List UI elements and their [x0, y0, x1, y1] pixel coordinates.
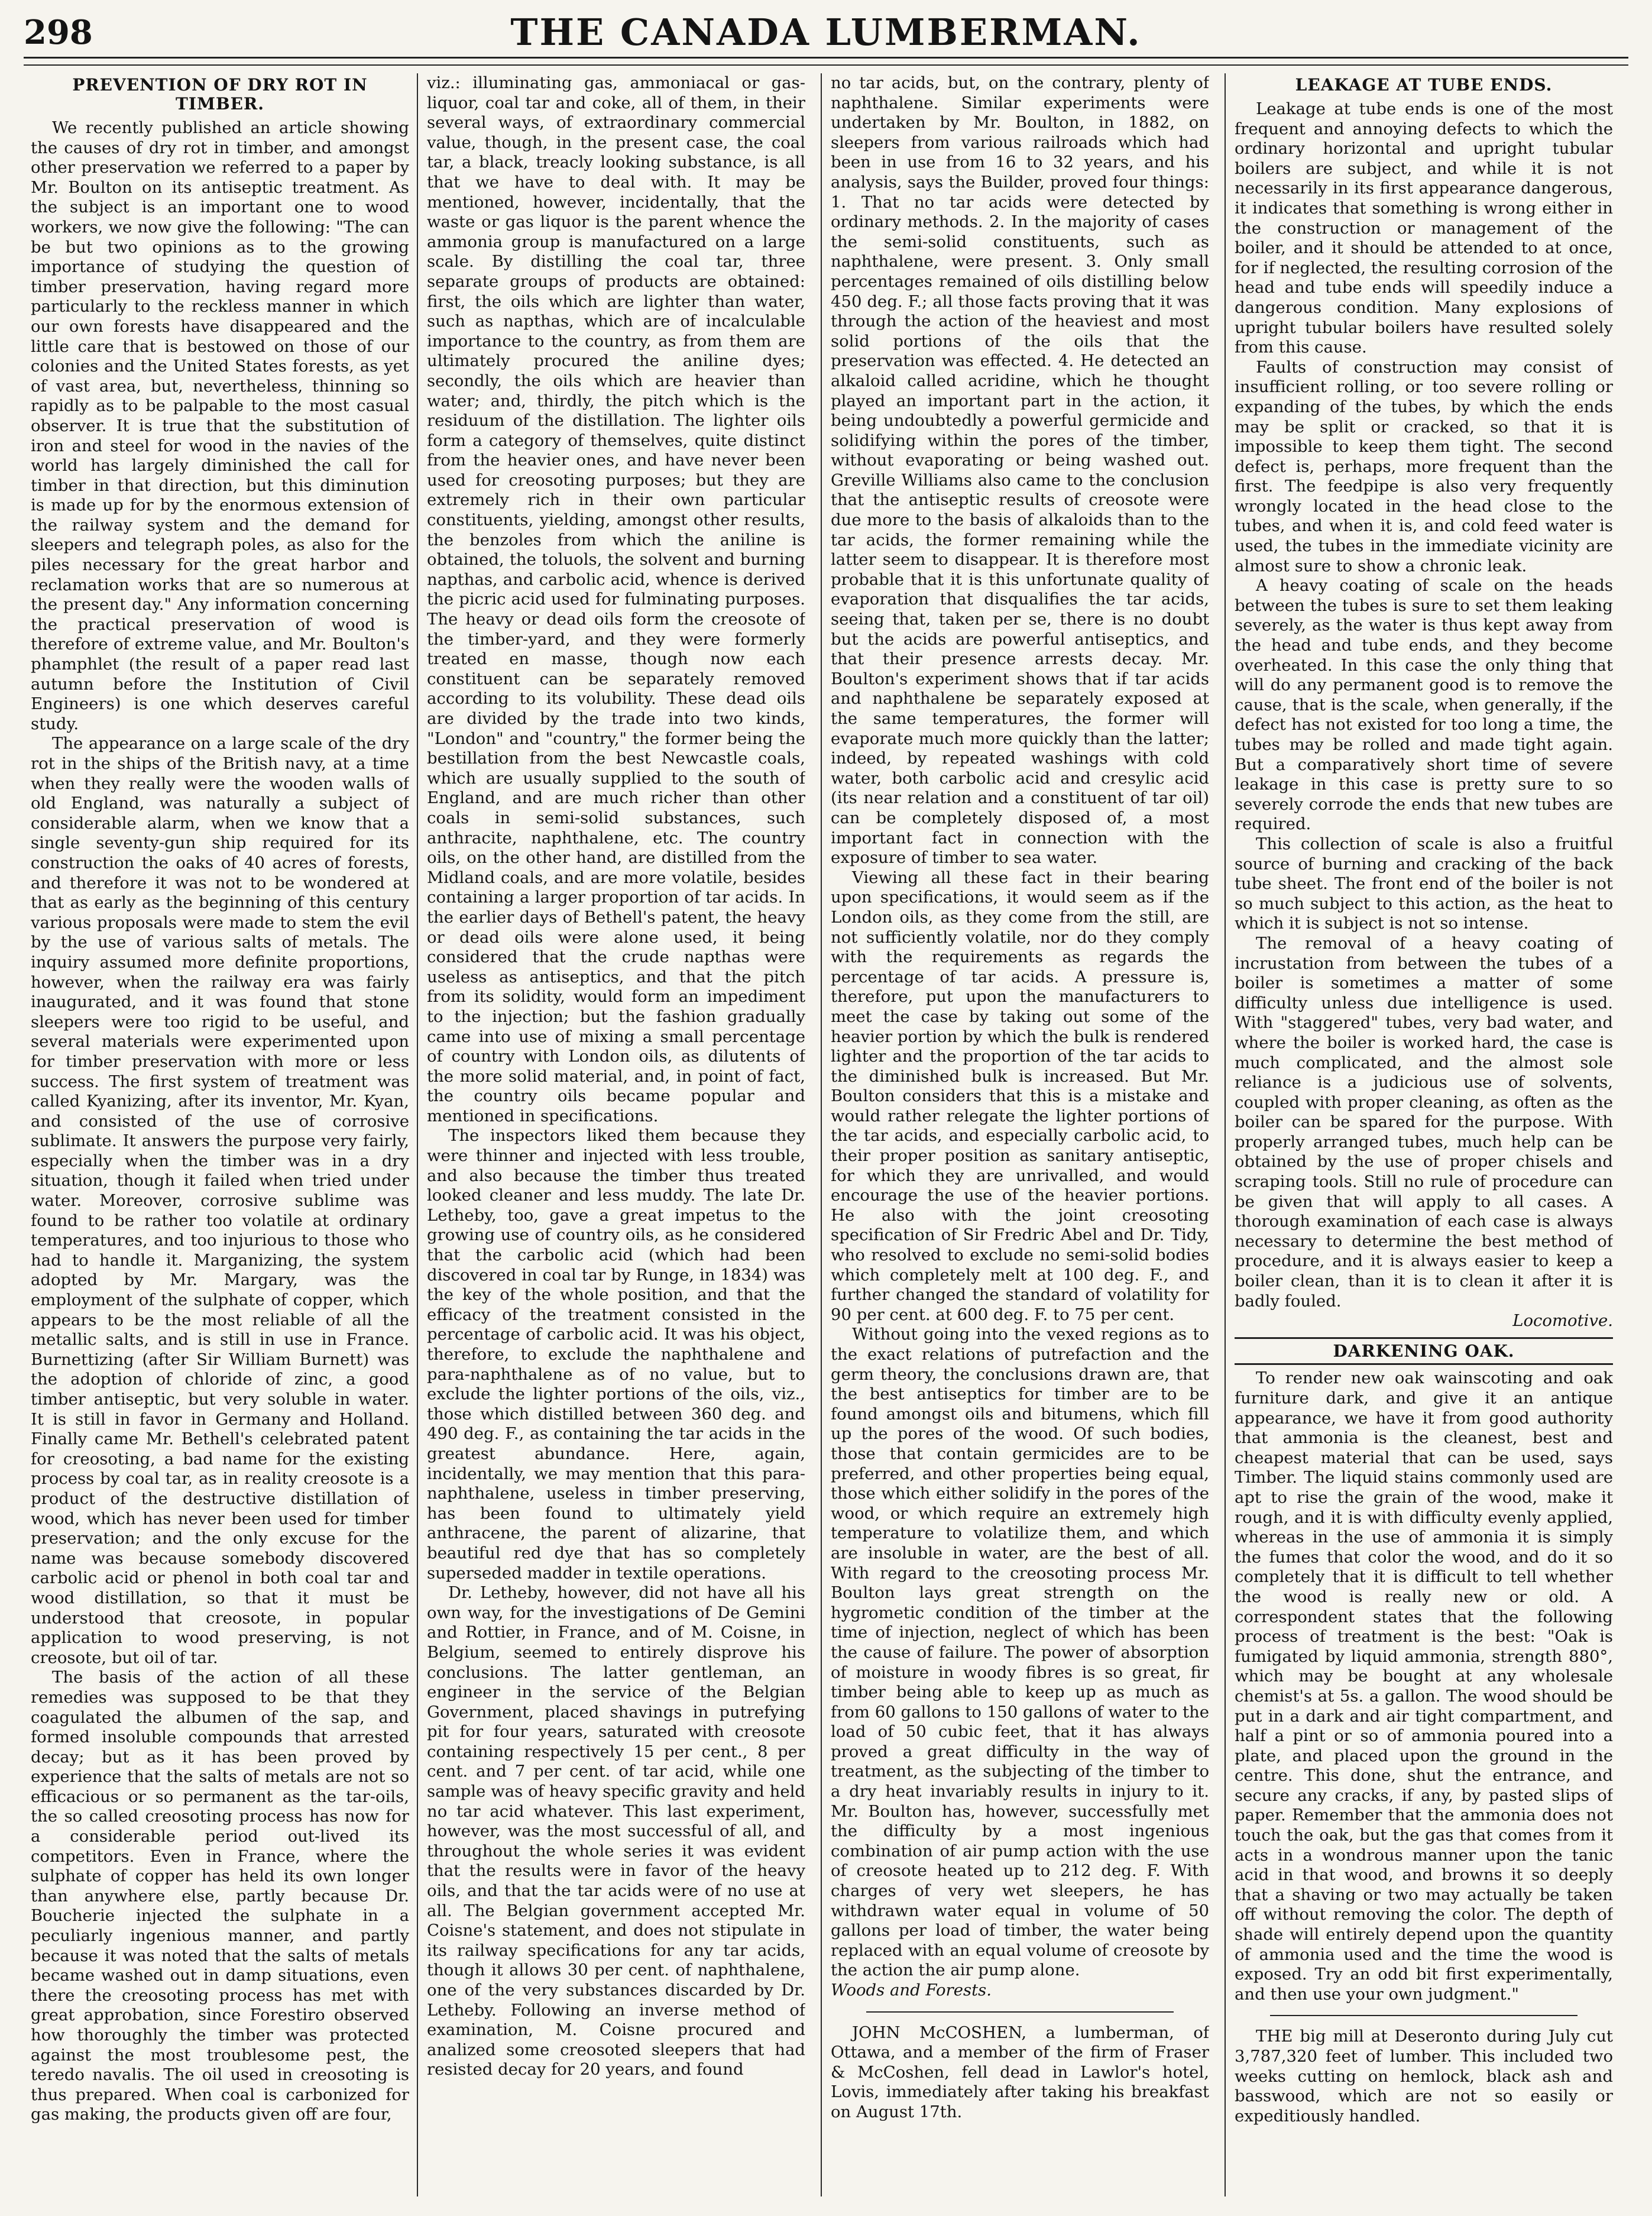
masthead [24, 11, 1628, 52]
page-number: 298 [24, 13, 93, 52]
article-separator [866, 2011, 1174, 2013]
source-credit: Woods and Forests. [831, 1981, 992, 2000]
column-3 [831, 73, 1209, 2196]
article-headline-dry-rot: PREVENTION OF DRY ROT IN TIMBER. [72, 75, 368, 114]
article-paragraph: The basis of the action of all these remedies was supposed to be that they coagulated the albumen of the sap, and formed insoluble compounds that arrested decay; but as it has been proved by experience that the salts of metals are not so efficacious or so permanent as the tar-oils, the so called creosoting process has now for a considerable period out-lived its competitors. Even in France, where the sulphate of copper has held its own longer than anywhere else, partly because Dr. Boucherie injected the sulphate in a peculiarly ingenious manner, and partly because it was noted that the salts of metals became washed out in damp situations, even there the creosoting process has met with great approbation, since Forestiro observed how thoroughly the timber was protected against the most troublesome pest, the teredo navalis. The oil used in creosoting is thus prepared. When coal is carbonized for gas making, the products given off are four, [31, 1668, 409, 2124]
news-item-paragraph: JOHN McCOSHEN, a lumberman, of Ottawa, and a member of the firm of Fraser & McCoshen, fell dead in Lawlor's hotel, Lovis, immediately after taking his breakfast on August 17th. [831, 2023, 1209, 2121]
column-1 [31, 73, 409, 2196]
article-paragraph: The inspectors liked them because they were thinner and injected with less trouble, and also because the timber thus treated looked cleaner and less muddy. The late Dr. Letheby, too, gave a great impetus to the growing use of country oils, as he considered that the carbolic acid (which had been discovered in coal tar by Runge, in 1834) was the key of the whole position, and that the efficacy of the treatment consisted in the percentage of carbolic acid. It was his object, therefore, to exclude the naphthalene and para-naphthalene as of no value, but to exclude the lighter portions of the oils, viz., those which distilled between 360 deg. and 490 deg. F., as containing the tar acids in the greatest abundance. Here, again, incidentally, we may mention that this para-naphthalene, useless in timber preserving, has been found to ultimately yield anthracene, the parent of alizarine, that beautiful red dye that has so completely superseded madder in textile operations. [427, 1126, 805, 1583]
article-headline-darkening-oak: DARKENING OAK. [1235, 1337, 1613, 1366]
news-item-paragraph: THE big mill at Deseronto during July cut 3,787,320 feet of lumber. This included two weeks cutting on hemlock, black ash and basswood, which are not so easily or expeditiously handled. [1235, 2027, 1613, 2126]
article-headline-leakage: LEAKAGE AT TUBE ENDS. [1295, 75, 1553, 95]
article-separator [1270, 2015, 1578, 2016]
article-paragraph: A heavy coating of scale on the heads between the tubes is sure to set them leaking severely, as the water is thus kept away from the head and tube ends, and they become overheated. In this case the only thing that will do any permanent good is to remove the cause, that is the scale, when generally, if the defect has not existed for too long a time, the tubes may be rolled and made tight again. But a comparatively short time of severe leakage in this case is pretty sure to so severely corrode the ends that new tubes are required. [1235, 576, 1613, 834]
article-paragraph: no tar acids, but, on the contrary, plenty of naphthalene. Similar experiments were undertaken by Mr. Boulton, in 1882, on sleepers from various railroads which had been in use from 16 to 32 years, and his analysis, says the Builder, proved four things: 1. That no tar acids were detected by ordinary methods. 2. In the majority of cases the semi-solid constituents, such as naphthalene, were present. 3. Only small percentages remained of oils distilling below 450 deg. F.; all those facts proving that it was through the action of the heaviest and most solid portions of the oils that the preservation was effected. 4. He detected an alkaloid called acridine, which he thought played an important part in the action, it being undoubtedly a powerful germicide and solidifying within the pores of the timber, without evaporating or being washed out. Greville Williams also came to the conclusion that the antiseptic results of creosote were due more to the basis of alkaloids than to the tar acids, the former remaining while the latter seem to disappear. It is therefore most probable that it is this unfortunate quality of evaporation that disqualifies the tar acids, seeing that, taken per se, there is no doubt but the acids are powerful antiseptics, and that their presence arrests decay. Mr. Boulton's experiment shows that if tar acids and naphthalene be separately exposed at the same temperatures, the former will evaporate much more quickly than the latter; indeed, by repeated washings with cold water, both carbolic acid and cresylic acid (its near relation and a constituent of tar oil) can be completely disposed of, a most important fact in connection with the exposure of timber to sea water. [831, 73, 1209, 868]
column-divider [417, 73, 418, 2196]
column-divider [1225, 73, 1226, 2196]
article-paragraph: We recently published an article showing the causes of dry rot in timber, and amongst other preservation we referred to a paper by Mr. Boulton on its antiseptic treatment. As the subject is an important one to wood workers, we now give the following: "The can be but two opinions as to the growing importance of studying the question of timber preservation, having regard more particularly to the reckless manner in which our own forests have disappeared and the little care that is bestowed on those of our colonies and the United States forests, as yet of vast area, but, nevertheless, thinning so rapidly as to be palpable to the most casual observer. It is true that the substitution of iron and steel for wood in the navies of the world has largely diminished the call for timber in that direction, but this diminution is made up for by the enormous extension of the railway system and the demand for sleepers and telegraph poles, as also for the piles necessary for the great harbor and reclamation works that are so numerous at the present day." Any information concerning the practical preservation of wood is therefore of extreme value, and Mr. Boulton's phamphlet (the result of a paper read last autumn before the Institution of Civil Engineers) is one which deserves careful study. [31, 118, 409, 733]
article-paragraph: Faults of construction may consist of insufficient rolling, or too severe rolling or expanding of the tubes, by which the ends may be split or cracked, so that it is impossible to keep them tight. The second defect is, perhaps, more frequent than the first. The feedpipe is also very frequently wrongly located in the head close to the tubes, and when it is, and cold feed water is used, the tubes in the immediate vicinity are almost sure to show a chronic leak. [1235, 357, 1613, 575]
article-paragraph: Without going into the vexed regions as to the exact relations of putrefaction and the germ theory, the conclusions drawn are, that the best antiseptics for timber are to be found amongst oils and bitumens, which fill up the pores of the wood. Of such bodies, those that contain germicides are to be preferred, and other properties being equal, those which either solidify in the pores of the wood, or which require an extremely high temperature to volatilize them, and which are insoluble in water, are the best of all. With regard to the creosoting process Mr. Boulton lays great strength on the hygrometic condition of the timber at the time of injection, neglect of which has been the cause of failure. The power of absorption of moisture in woody fibres is so great, fir timber being able to keep up as much as from 60 gallons to 150 gallons of water to the load of 50 cubic feet, that it has always proved a great difficulty in the way of treatment, as the subjecting of the timber to a dry heat invariably results in injury to it. Mr. Boulton has, however, successfully met the difficulty by a most ingenious combination of air pump action with the use of creosote heated up to 212 deg. F. With charges of very wet sleepers, he has withdrawn water equal in volume of 50 gallons per load of timber, the water being replaced with an equal volume of creosote by the action the air pump alone. [831, 1325, 1209, 1980]
article-paragraph: The removal of a heavy coating of incrustation from between the tubes of a boiler is sometimes a matter of some difficulty unless due intelligence is used. With "staggered" tubes, very bad water, and where the boiler is worked hard, the case is much complicated, and the almost sole reliance is a judicious use of solvents, coupled with proper cleaning, as often as the boiler can be spared for the purpose. With properly arranged tubes, much help can be obtained by the use of proper chisels and scraping tools. Still no rule of procedure can be given that will apply to all cases. A thorough examination of each case is always necessary to determine the best method of procedure, and it is always easier to keep a boiler clean, than it is to clean it after it is badly fouled. [1235, 933, 1613, 1311]
article-paragraph: Dr. Letheby, however, did not have all his own way, for the investigations of De Gemini and Rottier, in France, and of M. Coisne, in Belgium, seemed to entirely disprove his conclusions. The latter gentleman, an engineer in the service of the Belgian Government, placed shavings in putrefying pit for four years, saturated with creosote containing respectively 15 per cent., 8 per cent. and 7 per cent. of tar acid, while one sample was of heavy specific gravity and held no tar acid whatever. This last experiment, however, was the most successful of all, and throughout the whole series it was evident that the results were in favor of the heavy oils, and that the tar acids were of no use at all. The Belgian government accepted Mr. Coisne's statement, and does not stipulate in its railway specifications for any tar acids, though it allows 30 per cent. of naphthalene, one of the very substances discarded by Dr. Letheby. Following an inverse method of examination, M. Coisne procured and analized some creosoted sleepers that had resisted decay for 20 years, and found [427, 1583, 805, 2079]
article-paragraph: Leakage at tube ends is one of the most frequent and annoying defects to which the ordinary horizontal and upright tubular boilers are subject, and while it is not necessarily in its first appearance dangerous, it indicates that something is wrong either in the construction or management of the boiler, and it should be attended to at once, for if neglected, the resulting corrosion of the head and tube ends will speedily induce a dangerous condition. Many explosions of upright tubular boilers have resulted solely from this cause. [1235, 99, 1613, 357]
newspaper-title: THE CANADA LUMBERMAN. [510, 11, 1142, 54]
article-paragraph: Viewing all these fact in their bearing upon specifications, it would seem as if the London oils, as they come from the still, are not sufficiently volatile, nor do they comply with the requirements as regards the percentage of tar acids. A pressure is, therefore, put upon the manufacturers to meet the case by taking out some of the heavier portion by which the bulk is rendered lighter and the proportion of the tar acids to the diminished bulk is increased. But Mr. Boulton considers that this is a mistake and would rather relegate the lighter portions of the tar acids, and especially carbolic acid, to their proper position as sanitary antiseptic, for which they are unrivalled, and would encourage the use of the heavier portions. He also with the joint creosoting specification of Sir Fredric Abel and Dr. Tidy, who resolved to exclude no semi-solid bodies which completely melt at 100 deg. F., and further changed the standard of volatility for 90 per cent. at 600 deg. F. to 75 per cent. [831, 868, 1209, 1324]
article-paragraph: This collection of scale is also a fruitful source of burning and cracking of the back tube sheet. The front end of the boiler is not so much subject to this action, as the heat to which it is subject is not so intense. [1235, 834, 1613, 933]
column-divider [821, 73, 822, 2196]
column-4 [1235, 73, 1613, 2196]
column-2 [427, 73, 805, 2196]
article-paragraph: To render new oak wainscoting and oak furniture dark, and give it an antique appearance, we have it from good authority that ammonia is the cleanest, best and cheapest material that can be used, says Timber. The liquid stains commonly used are apt to rise the grain of the wood, make it rough, and it is with difficulty evenly applied, whereas in the use of ammonia it is simply the fumes that color the wood, and do it so completely that it is difficult to tell whether the wood is really new or old. A correspondent states that the following process of treatment is the best: "Oak is fumigated by liquid ammonia, strength 880°, which may be bought at any wholesale chemist's at 5s. a gallon. The wood should be put in a dark and air tight compartment, and half a pint or so of ammonia poured into a plate, and placed upon the ground in the centre. This done, shut the entrance, and secure any cracks, if any, by pasted slips of paper. Remember that the ammonia does not touch the oak, but the gas that comes from it acts in a wondrous manner upon the tanic acid in that wood, and browns it so deeply that a shaving or two may actually be taken off without removing the color. The depth of shade will entirely depend upon the quantity of ammonia used and the time the wood is exposed. Try an odd bit first experimentally, and then use your own judgment." [1235, 1369, 1613, 2004]
article-paragraph: viz.: illuminating gas, ammoniacal or gas-liquor, coal tar and coke, all of them, in their several ways, of extraordinary commercial value, though, in the present case, the coal tar, a black, treacly looking substance, is all that we have to deal with. It may be mentioned, however, incidentally, that the waste or gas liquor is the parent whence the ammonia group is manufactured on a large scale. By distilling the coal tar, three separate groups of products are obtained: first, the oils which are lighter than water, such as napthas, which are of incalculable importance to the country, as from them are ultimately procured the aniline dyes; secondly, the oils which are heavier than water; and, thirdly, the pitch which is the residuum of the distillation. The lighter oils form a category of themselves, quite distinct from the heavier ones, and have never been used for creosoting purposes; but they are extremely rich in their own particular constituents, yielding, amongst other results, the benzoles from which the aniline is obtained, the toluols, the solvent and burning napthas, and carbolic acid, whence is derived the picric acid used for fulminating purposes. The heavy or dead oils form the creosote of the timber-yard, and they were formerly treated en masse, though now each constituent can be separately removed according to its volubility. These dead oils are divided by the trade into two kinds, "London" and "country," the former being the bestillation from the best Newcastle coals, which are usually supplied to the south of England, and are much richer than other coals in semi-solid substances, such anthracite, naphthalene, etc. The country oils, on the other hand, are distilled from the Midland coals, and are more volatile, besides containing a larger proportion of tar acids. In the earlier days of Bethell's patent, the heavy or dead oils were alone used, it being considered that the crude napthas were useless as antiseptics, and that the pitch from its solidity, would form an impediment to the injection; but the fashion gradually came into use of mixing a small percentage of country with London oils, as dilutents of the more solid material, and, in point of fact, the country oils became popular and mentioned in specifications. [427, 73, 805, 1125]
header-rule [24, 57, 1628, 66]
article-paragraph: The appearance on a large scale of the dry rot in the ships of the British navy, at a time when they really were the wooden walls of old England, was naturally a subject of considerable alarm, when we know that a single seventy-gun ship required for its construction the oaks of 40 acres of forests, and therefore it was not to be wondered at that as early as the beginning of this century various proposals were made to stem the evil by the use of various salts of metals. The inquiry assumed more definite proportions, however, when the railway era was fairly inaugurated, and it was found that stone sleepers were too rigid to be useful, and several materials were experimented upon for timber preservation with more or less success. The first system of treatment was called Kyanizing, after its inventor, Mr. Kyan, and consisted of the use of corrosive sublimate. It answers the purpose very fairly, especially when the timber was in a dry situation, though it failed when tried under water. Moreover, corrosive sublime was found to be rather too volatile at ordinary temperatures, and too injurious to those who had to handle it. Marganizing, the system adopted by Mr. Margary, was the employment of the sulphate of copper, which appears to be the most reliable of all the metallic salts, and is still in use in France. Burnettizing (after Sir William Burnett) was the adoption of chloride of zinc, a good timber antiseptic, but very soluble in water. It is still in favor in Germany and Holland. Finally came Mr. Bethell's celebrated patent for creosoting, a bad name for the existing process by coal tar, as in reality creosote is a product of the destructive distillation of wood, which has never been used for timber preservation; and the only excuse for the name was because somebody discovered carbolic acid or phenol in both coal tar and wood distillation, so that it must be understood that creosote, in popular application to wood preserving, is not creosote, but oil of tar. [31, 734, 409, 1667]
source-credit: Locomotive. [1512, 1311, 1613, 1331]
